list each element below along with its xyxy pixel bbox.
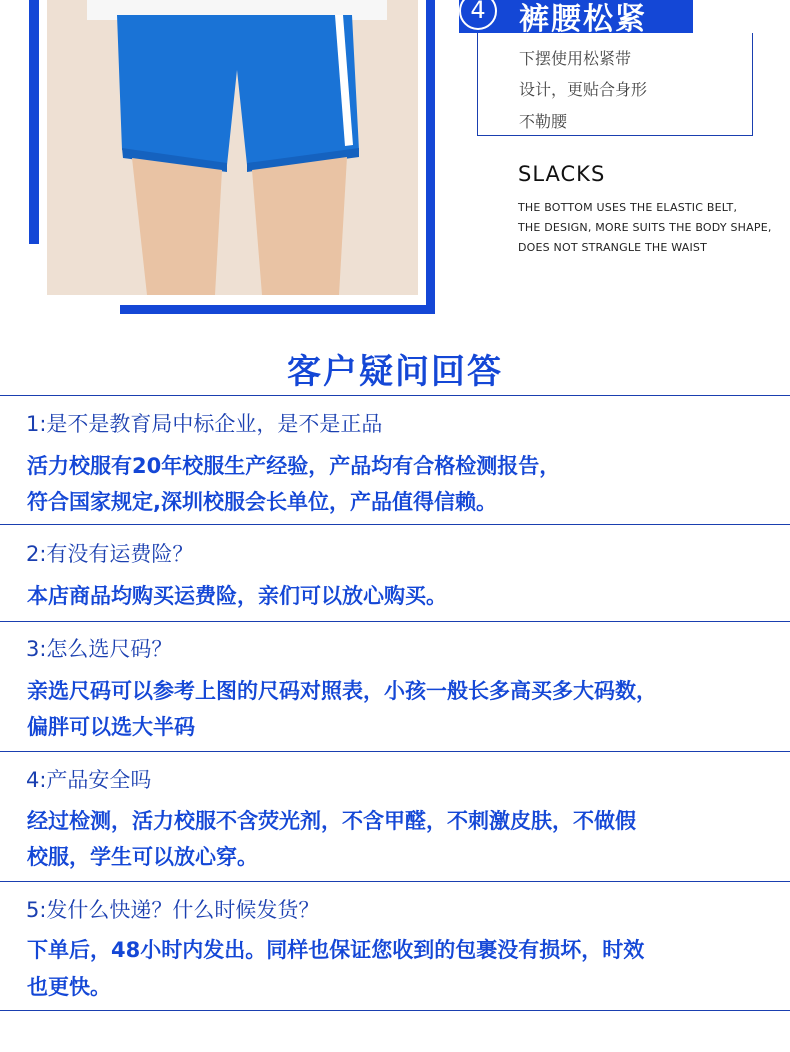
feature-line: 设计，更贴合身形 [519, 80, 648, 99]
slacks-line: THE BOTTOM USES THE ELASTIC BELT, [518, 201, 738, 214]
faq-question: 4:产品安全吗 [26, 768, 152, 792]
faq-answer: 下单后，48小时内发出。同样也保证您收到的包裹没有损坏，时效 [27, 938, 645, 962]
divider [0, 621, 790, 622]
faq-answer: 亲选尺码可以参考上图的尺码对照表，小孩一般长多高买多大码数， [27, 679, 657, 703]
faq-answer: 本店商品均购买运费险，亲们可以放心购买。 [27, 584, 447, 608]
faq-question: 1:是不是教育局中标企业，是不是正品 [26, 412, 383, 436]
divider [0, 751, 790, 752]
feature-number: 4 [459, 0, 497, 30]
faq-question: 3:怎么选尺码？ [26, 637, 173, 661]
faq-answer: 经过检测，活力校服不含荧光剂，不含甲醛，不刺激皮肤，不做假 [27, 809, 636, 833]
faq-answer: 活力校服有20年校服生产经验，产品均有合格检测报告， [27, 454, 561, 478]
divider [0, 395, 790, 396]
decor-bar-left [29, 0, 39, 244]
divider [0, 881, 790, 882]
faq-question: 2:有没有运费险？ [26, 542, 194, 566]
slacks-title: SLACKS [518, 162, 606, 186]
feature-line: 下摆使用松紧带 [519, 49, 632, 68]
slacks-line: DOES NOT STRANGLE THE WAIST [518, 241, 707, 254]
faq-answer: 也更快。 [27, 975, 111, 999]
divider [0, 1010, 790, 1011]
feature-title: 裤腰松紧 [519, 2, 647, 37]
divider [0, 524, 790, 525]
feature-description-box [477, 33, 753, 136]
faq-answer: 偏胖可以选大半码 [27, 715, 195, 739]
decor-bar-bottom [120, 305, 435, 314]
product-photo-shorts [47, 0, 418, 295]
decor-bar-right [426, 0, 435, 314]
faq-answer: 符合国家规定,深圳校服会长单位，产品值得信赖。 [27, 490, 497, 514]
faq-question: 5:发什么快递？什么时候发货？ [26, 898, 320, 922]
feature-badge [459, 0, 693, 37]
faq-answer: 校服，学生可以放心穿。 [27, 845, 258, 869]
feature-line: 不勒腰 [519, 112, 568, 131]
faq-heading: 客户疑问回答 [287, 352, 503, 392]
slacks-line: THE DESIGN, MORE SUITS THE BODY SHAPE, [518, 221, 772, 234]
